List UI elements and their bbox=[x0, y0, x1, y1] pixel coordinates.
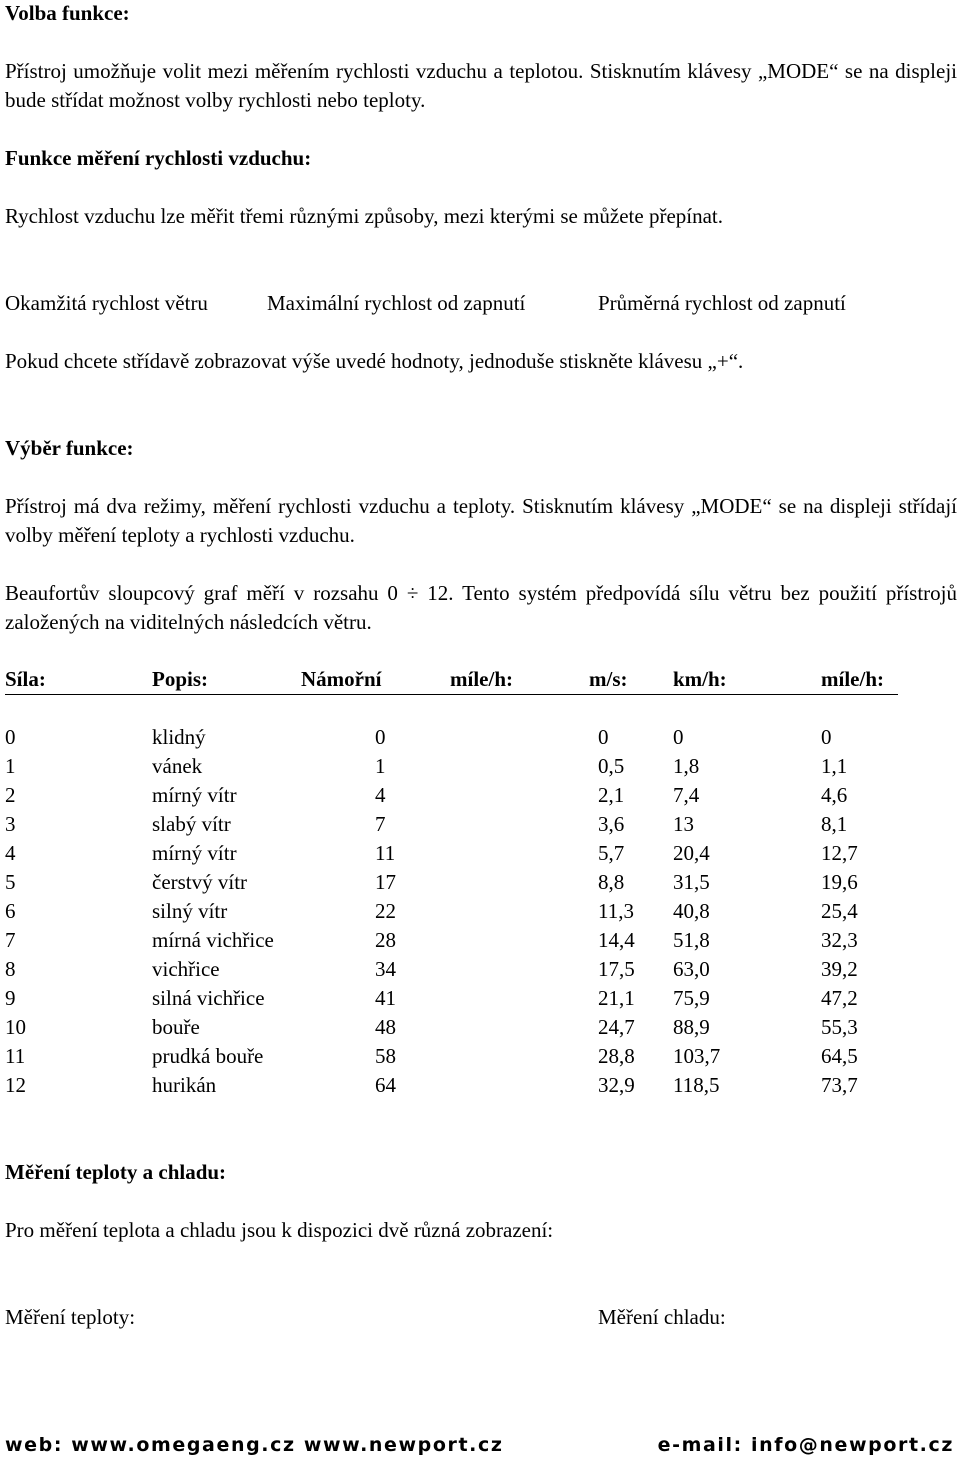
table-row bbox=[5, 810, 905, 839]
cell-popis: hurikán bbox=[152, 1073, 217, 1097]
section-title-funkce: Funkce měření rychlosti vzduchu: bbox=[5, 146, 312, 170]
cell-ms: 5,7 bbox=[598, 841, 625, 865]
table-row bbox=[5, 897, 905, 926]
table-row bbox=[5, 781, 905, 810]
cell-ms: 8,8 bbox=[598, 870, 625, 894]
cell-mile: 32,3 bbox=[821, 928, 858, 952]
cell-popis: čerstvý vítr bbox=[152, 870, 248, 894]
cell-sila: 0 bbox=[5, 725, 16, 749]
teplota-paragraph: Pro měření teplota a chladu jsou k dispozici dvě různá zobrazení: bbox=[5, 1218, 554, 1242]
table-row bbox=[5, 955, 905, 984]
cell-popis: mírný vítr bbox=[152, 783, 237, 807]
cell-namorni: 11 bbox=[375, 841, 396, 865]
cell-popis: klidný bbox=[152, 725, 206, 749]
cell-ms: 32,9 bbox=[598, 1073, 635, 1097]
footer-email: e-mail: info@newport.cz bbox=[657, 1434, 954, 1456]
footer-web: web: www.omegaeng.cz www.newport.cz bbox=[5, 1434, 504, 1456]
cell-namorni: 64 bbox=[375, 1073, 396, 1097]
mereni-chladu-label: Měření chladu: bbox=[598, 1305, 726, 1329]
cell-mile: 4,6 bbox=[821, 783, 848, 807]
cell-sila: 7 bbox=[5, 928, 16, 952]
header-popis: Popis: bbox=[152, 667, 209, 691]
cell-ms: 28,8 bbox=[598, 1044, 635, 1068]
table-row bbox=[5, 926, 905, 955]
table-row bbox=[5, 1013, 905, 1042]
header-sila: Síla: bbox=[5, 667, 46, 691]
beaufort-paragraph: Beaufortův sloupcový graf měří v rozsahu 0 ÷ 12. Tento systém předpovídá sílu větru bez použití přístrojů založených na viditelných následcích větru. bbox=[5, 581, 957, 634]
table-row bbox=[5, 984, 905, 1013]
cell-kmh: 13 bbox=[673, 812, 694, 836]
cell-ms: 21,1 bbox=[598, 986, 635, 1010]
mereni-teploty-label: Měření teploty: bbox=[5, 1305, 136, 1329]
cell-namorni: 7 bbox=[375, 812, 386, 836]
cell-ms: 24,7 bbox=[598, 1015, 635, 1039]
cell-kmh: 75,9 bbox=[673, 986, 710, 1010]
cell-namorni: 17 bbox=[375, 870, 396, 894]
cell-mile: 12,7 bbox=[821, 841, 858, 865]
mode-max: Maximální rychlost od zapnutí bbox=[267, 291, 526, 315]
cell-ms: 17,5 bbox=[598, 957, 635, 981]
cell-namorni: 1 bbox=[375, 754, 386, 778]
cell-namorni: 28 bbox=[375, 928, 396, 952]
header-mile-h: míle/h: bbox=[821, 667, 884, 691]
cell-sila: 10 bbox=[5, 1015, 26, 1039]
cell-sila: 12 bbox=[5, 1073, 26, 1097]
cell-namorni: 48 bbox=[375, 1015, 396, 1039]
table-row bbox=[5, 839, 905, 868]
header-mile-h-naut: míle/h: bbox=[450, 667, 513, 691]
cell-sila: 11 bbox=[5, 1044, 26, 1068]
funkce-paragraph: Rychlost vzduchu lze měřit třemi různými způsoby, mezi kterými se můžete přepínat. bbox=[5, 204, 723, 228]
cell-namorni: 34 bbox=[375, 957, 396, 981]
cell-popis: silná vichřice bbox=[152, 986, 265, 1010]
cell-sila: 6 bbox=[5, 899, 16, 923]
section-title-volba: Volba funkce: bbox=[5, 1, 130, 25]
cell-kmh: 7,4 bbox=[673, 783, 700, 807]
header-kmh: km/h: bbox=[673, 667, 727, 691]
cell-mile: 25,4 bbox=[821, 899, 858, 923]
cell-mile: 1,1 bbox=[821, 754, 848, 778]
mode-average: Průměrná rychlost od zapnutí bbox=[598, 291, 846, 315]
cell-kmh: 40,8 bbox=[673, 899, 710, 923]
section-title-vyber: Výběr funkce: bbox=[5, 436, 134, 460]
table-row bbox=[5, 868, 905, 897]
cell-namorni: 41 bbox=[375, 986, 396, 1010]
cell-sila: 1 bbox=[5, 754, 16, 778]
vyber-paragraph: Přístroj má dva režimy, měření rychlosti vzduchu a teploty. Stisknutím klávesy „MODE“ se na displeji střídají volby měření teploty a rychlosti vzduchu. bbox=[5, 494, 957, 547]
cell-ms: 3,6 bbox=[598, 812, 625, 836]
table-row bbox=[5, 723, 905, 752]
cell-mile: 47,2 bbox=[821, 986, 858, 1010]
cell-mile: 55,3 bbox=[821, 1015, 858, 1039]
table-row bbox=[5, 1071, 905, 1100]
cell-sila: 9 bbox=[5, 986, 16, 1010]
cell-kmh: 20,4 bbox=[673, 841, 710, 865]
cell-kmh: 0 bbox=[673, 725, 684, 749]
cell-sila: 4 bbox=[5, 841, 16, 865]
volba-paragraph: Přístroj umožňuje volit mezi měřením rychlosti vzduchu a teplotou. Stisknutím klávesy „MODE“ se na displeji bude střídat možnost volby rychlosti nebo teploty. bbox=[5, 59, 957, 112]
cell-mile: 64,5 bbox=[821, 1044, 858, 1068]
cell-sila: 2 bbox=[5, 783, 16, 807]
table-row bbox=[5, 752, 905, 781]
header-namorni: Námořní bbox=[301, 667, 382, 691]
header-ms: m/s: bbox=[589, 667, 628, 691]
cell-kmh: 88,9 bbox=[673, 1015, 710, 1039]
cell-namorni: 22 bbox=[375, 899, 396, 923]
cell-mile: 73,7 bbox=[821, 1073, 858, 1097]
cell-kmh: 31,5 bbox=[673, 870, 710, 894]
cell-mile: 39,2 bbox=[821, 957, 858, 981]
mode-instant: Okamžitá rychlost větru bbox=[5, 291, 208, 315]
cell-ms: 11,3 bbox=[598, 899, 634, 923]
cell-mile: 0 bbox=[821, 725, 832, 749]
cell-popis: slabý vítr bbox=[152, 812, 231, 836]
cell-kmh: 51,8 bbox=[673, 928, 710, 952]
cell-kmh: 63,0 bbox=[673, 957, 710, 981]
cell-kmh: 118,5 bbox=[673, 1073, 720, 1097]
table-row bbox=[5, 1042, 905, 1071]
pokud-paragraph: Pokud chcete střídavě zobrazovat výše uvedé hodnoty, jednoduše stiskněte klávesu „+“. bbox=[5, 349, 744, 373]
beaufort-table-header bbox=[5, 665, 898, 695]
cell-popis: mírný vítr bbox=[152, 841, 237, 865]
cell-sila: 8 bbox=[5, 957, 16, 981]
cell-mile: 8,1 bbox=[821, 812, 848, 836]
cell-namorni: 4 bbox=[375, 783, 386, 807]
cell-ms: 0,5 bbox=[598, 754, 625, 778]
cell-kmh: 1,8 bbox=[673, 754, 700, 778]
cell-sila: 5 bbox=[5, 870, 16, 894]
cell-popis: vichřice bbox=[152, 957, 220, 981]
cell-mile: 19,6 bbox=[821, 870, 858, 894]
cell-namorni: 0 bbox=[375, 725, 386, 749]
cell-sila: 3 bbox=[5, 812, 16, 836]
cell-ms: 2,1 bbox=[598, 783, 625, 807]
cell-popis: silný vítr bbox=[152, 899, 228, 923]
cell-popis: vánek bbox=[152, 754, 203, 778]
cell-ms: 14,4 bbox=[598, 928, 635, 952]
cell-kmh: 103,7 bbox=[673, 1044, 721, 1068]
cell-ms: 0 bbox=[598, 725, 609, 749]
cell-popis: prudká bouře bbox=[152, 1044, 264, 1068]
cell-popis: mírná vichřice bbox=[152, 928, 274, 952]
cell-popis: bouře bbox=[152, 1015, 200, 1039]
cell-namorni: 58 bbox=[375, 1044, 396, 1068]
section-title-teplota: Měření teploty a chladu: bbox=[5, 1160, 227, 1184]
